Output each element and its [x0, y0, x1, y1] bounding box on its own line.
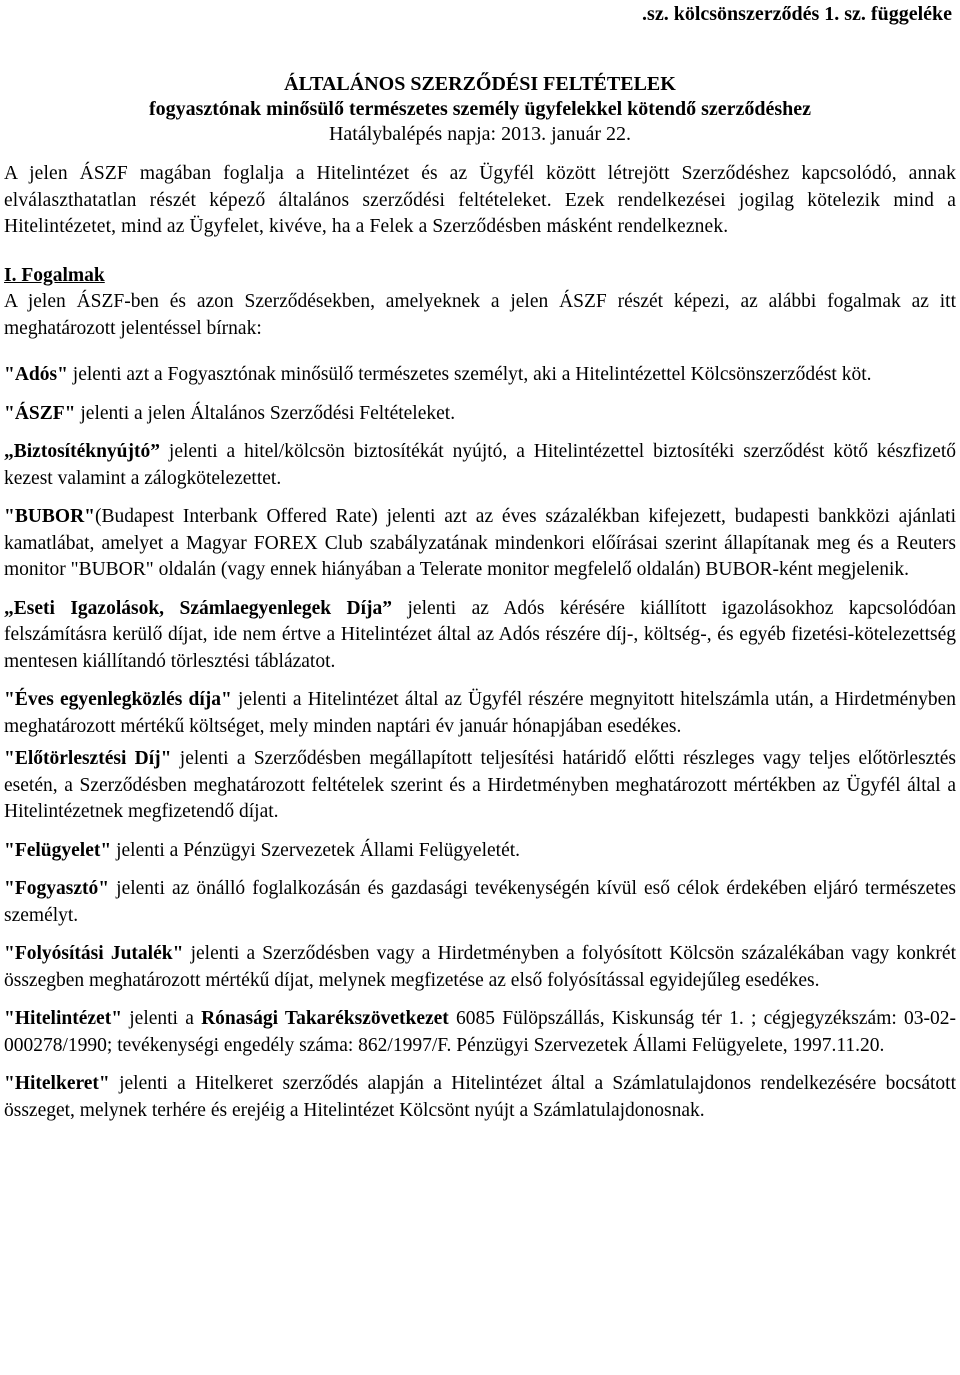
- definition-text: 6085 Fülöpszállás, Kiskunság tér 1. ; cégjegyzékszám: 03-02-000278/1990; tevékenységi engedély száma: 862/1997/F. Pénzügyi Szervezetek Állami Felügyelete, 1997.11.20.: [4, 1008, 956, 1056]
- effective-date: Hatálybalépés napja: 2013. január 22.: [328, 123, 632, 145]
- definition-hitelkeret: [4, 1071, 956, 1124]
- definition-bubor: [4, 504, 956, 584]
- definition-text: (Budapest Interbank Offered Rate) jelenti azt az éves százalékban kifejezett, budapesti bankközi ajánlati kamatlábat, amelyet a Magyar FOREX Club szabályzatának mindenkori előírásai szerint állapítanak meg és a Reuters monitor "BUBOR" oldalán (vagy ennek hiányában a Telerate monitor megfelelő oldalán) BUBOR-ként megjelenik.: [4, 506, 956, 580]
- definition-text: jelenti a Hitelkeret szerződés alapján a Hitelintézet által a Számlatulajdonos rendelkezésére bocsátott összeget, melynek terhére és erejéig a Hitelintézet Kölcsönt nyújt a Számlatulajdonosnak.: [4, 1073, 956, 1121]
- institution-name: Rónasági Takarékszövetkezet: [201, 1008, 449, 1029]
- intro-paragraph: A jelen ÁSZF magában foglalja a Hitelintézet és az Ügyfél között létrejött Szerződéshez kapcsolódó, annak elválaszthatatlan részét képező általános szerződési feltételeket. Ezek rendelkezései jogilag kötelezik mind a Hitelintézetet, mind az Ügyfelet, kivéve, ha a Felek a Szerződésben másként rendelkeznek.: [4, 163, 956, 237]
- definition-text: jelenti a jelen Általános Szerződési Feltételeket.: [75, 402, 456, 424]
- document-page: [4, 0, 956, 1124]
- definition-aszf: [4, 401, 956, 428]
- definition-text: jelenti a Szerződésben megállapított teljesítési határidő előtti részleges vagy teljes előtörlesztés esetén, a Szerződésben meghatározott feltételek szerint és a Hirdetményben meghatározott mértékben az Ügyfél által a Hitelintézetnek megfizetendő díjat.: [4, 748, 956, 822]
- definition-term: "Hitelintézet": [4, 1008, 123, 1029]
- document-subtitle: fogyasztónak minősülő természetes személy ügyfelekkel kötendő szerződéshez: [148, 98, 812, 120]
- definition-text: jelenti a Szerződésben vagy a Hirdetményben a folyósított Kölcsön százalékában vagy konkrét összegben meghatározott mértékű díjat, melynek megfizetése az első folyósítással egyidejűleg esedékes.: [4, 943, 957, 991]
- definition-ados: [4, 362, 956, 389]
- section-lead: A jelen ÁSZF-ben és azon Szerződésekben, amelyeknek a jelen ÁSZF részét képezi, az alábbi fogalmak az itt meghatározott jelentéssel bírnak:: [4, 291, 956, 339]
- document-title: ÁLTALÁNOS SZERZŐDÉSI FELTÉTELEK: [284, 73, 676, 95]
- definition-term: "Hitelkeret": [4, 1073, 110, 1094]
- definition-term: "ÁSZF": [4, 402, 76, 424]
- definition-term: "Előtörlesztési Díj": [4, 748, 172, 769]
- definition-term: "Adós": [4, 364, 68, 385]
- definition-term: "Fogyasztó": [4, 878, 110, 899]
- definition-text-pre: jelenti a: [122, 1008, 202, 1029]
- definition-fogyaszto: [4, 876, 956, 929]
- definition-term: „Biztosítéknyújtó”: [4, 441, 160, 462]
- appendix-label: .sz. kölcsönszerződés 1. sz. függeléke: [642, 3, 952, 25]
- definition-hitelintezet: [4, 1006, 956, 1059]
- document-heading: [4, 72, 956, 147]
- definition-text: jelenti a hitel/kölcsön biztosítékát nyújtó, a Hitelintézettel biztosítéki szerződést kötő készfizető kezest valamint a zálogkötelezettet.: [4, 441, 956, 489]
- definition-text: jelenti a Pénzügyi Szervezetek Állami Felügyeletét.: [111, 839, 521, 861]
- definition-text: jelenti az önálló foglalkozásán és gazdasági tevékenységén kívül eső célok érdekében eljáró természetes személyt.: [4, 878, 956, 926]
- definition-felugyelet: [4, 838, 956, 865]
- definition-elotorlesztesi-dij: [4, 746, 956, 826]
- definition-text: jelenti az Adós kérésére kiállított igazolásokhoz kapcsolódóan felszámításra kerülő díjat, ide nem értve a Hitelintézet által az Adós részére díj-, költség-, és egyéb fizetési-kötelezettség mentesen kiállítandó törlesztési táblázatot.: [4, 597, 956, 672]
- section-title: I. Fogalmak: [4, 264, 105, 286]
- definition-eseti-igazolasok: [4, 596, 956, 676]
- definition-biztositeknyujto: [4, 439, 956, 492]
- definition-text: jelenti a Hitelintézet által az Ügyfél részére megnyitott hitelszámla után, a Hirdetményben meghatározott mértékű költséget, mely minden naptári év január hónapjában esedékes.: [4, 689, 956, 737]
- definition-term: „Eseti Igazolások, Számlaegyenlegek Díja”: [4, 597, 393, 619]
- definition-text: jelenti azt a Fogyasztónak minősülő természetes személyt, aki a Hitelintézettel Kölcsönszerződést köt.: [67, 364, 872, 385]
- definition-folyositasi-jutalek: [4, 941, 956, 994]
- definition-term: "Folyósítási Jutalék": [4, 943, 184, 964]
- definition-term: "Éves egyenlegközlés díja": [4, 689, 232, 710]
- definition-eves-egyenlegkozles: [4, 687, 956, 740]
- definition-term: "BUBOR": [4, 506, 95, 527]
- definition-term: "Felügyelet": [4, 839, 112, 861]
